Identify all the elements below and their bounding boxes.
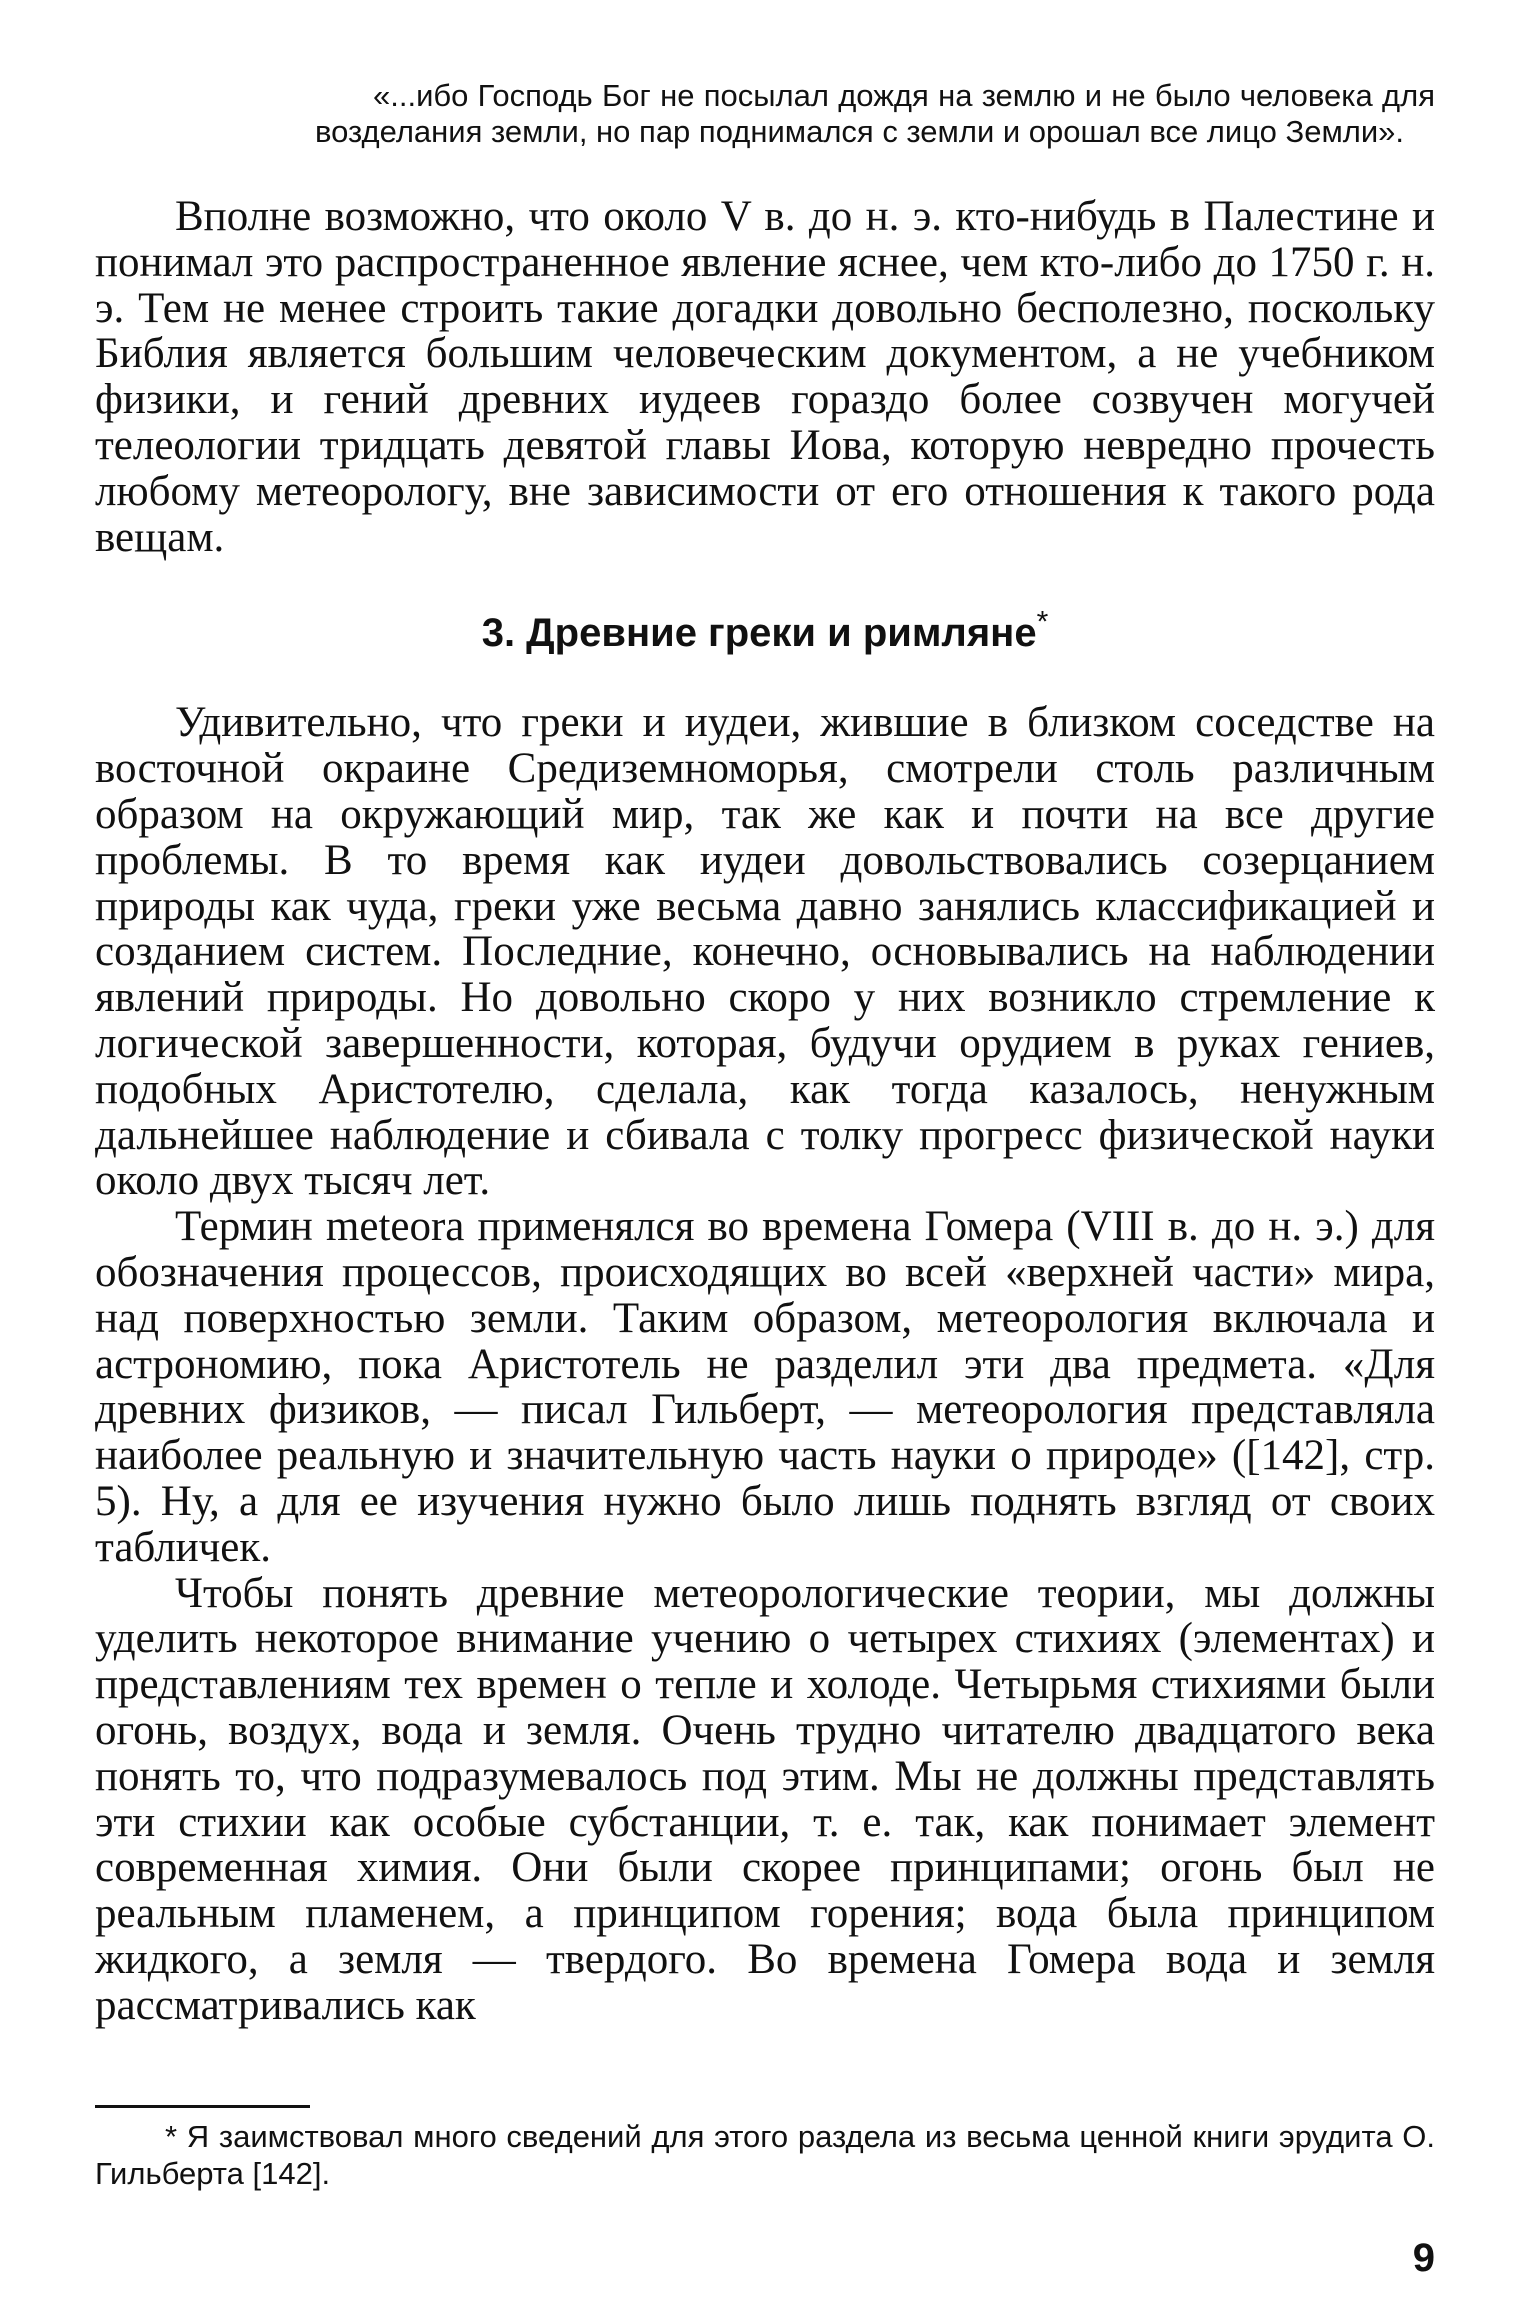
page-number: 9 [1412,2236,1435,2280]
paragraph-meteora: Термин meteora применялся во времена Гомера (VIII в. до н. э.) для обозначения процессов, происходящих во всей «верхней части» мира, над поверхностью земли. Таким образом, метеорология включала и астрономию, пока Аристотель не разделил эти два предмета. «Для древних физиков, — писал Гильберт, — метеорология представляла наиболее реальную и значительную часть науки о природе» ([142], стр. 5). Ну, а для ее изучения нужно было лишь поднять взгляд от своих табличек. [95,1203,1435,1571]
paragraph-greeks-and-jews: Удивительно, что греки и иудеи, жившие в близком соседстве на восточной окраине Средиземноморья, смотрели столь различным образом на окружающий мир, так же как и почти на все другие проблемы. В то время как иудеи довольствовались созерцанием природы как чуда, греки уже весьма давно занялись классификацией и созданием систем. Последние, конечно, основывались на наблюдении явлений природы. Но довольно скоро у них возникло стремление к логической завершенности, которая, будучи орудием в руках гениев, подобных Аристотелю, сделала, как тогда казалось, ненужным дальнейшее наблюдение и сбивала с толку прогресс физической науки около двух тысяч лет. [95,699,1435,1205]
footnote: * Я заимствовал много сведений для этого раздела из весьма ценной книги эрудита О. Гильберта [142]. [95,2119,1435,2191]
footnote-mark: * [1036,606,1049,640]
paragraph-four-elements: Чтобы понять древние метеорологические теории, мы должны уделить некоторое внимание учению о четырех стихиях (элементах) и представлениям тех времен о тепле и холоде. Четырьмя стихиями были огонь, воздух, вода и земля. Очень трудно читателю двадцатого века понять то, что подразумевалось под этим. Мы не должны представлять эти стихии как особые субстанции, т. е. так, как понимает элемент современная химия. Они были скорее принципами; огонь был не реальным пламенем, а принципом горения; вода была принципом жидкого, а земля — твердого. Во времена Гомера вода и земля рассматривались как [95,1569,1435,2029]
epigraph: «...ибо Господь Бог не посылал дождя на землю и не было человека для возделания земли, но пар поднимался с земли и орошал все лицо Земли». [315,78,1435,149]
paragraph-palestine: Вполне возможно, что около V в. до н. э. кто-нибудь в Палестине и понимал это распространенное явление яснее, чем кто-либо до 1750 г. н. э. Тем не менее строить такие догадки довольно бесполезно, поскольку Библия является большим человеческим документом, а не учебником физики, и гений древних иудеев гораздо более созвучен могучей телеологии тридцать девятой главы Иова, которую невредно прочесть любому метеорологу, вне зависимости от его отношения к такого рода вещам. [95,193,1435,561]
footnote-divider [95,2105,310,2108]
section-heading-text: 3. Древние греки и римляне [481,611,1037,656]
section-heading [95,606,1435,656]
page-content [95,78,1435,2028]
